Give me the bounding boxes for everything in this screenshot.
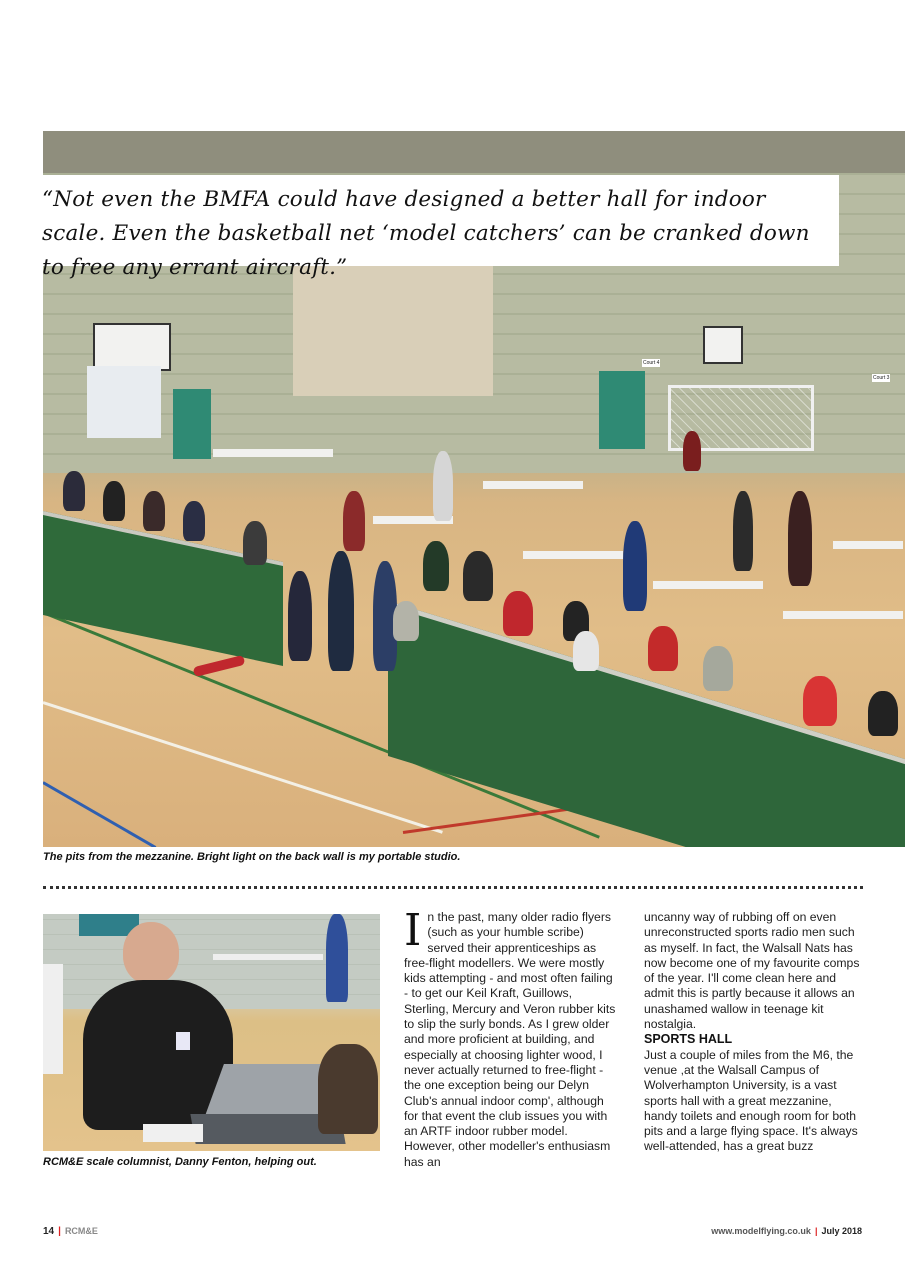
pit-table [653, 581, 763, 589]
spectator [573, 631, 599, 671]
pull-quote-box [36, 175, 839, 280]
footer-right [711, 1226, 862, 1236]
footer-separator: | [814, 1226, 818, 1236]
ceiling [43, 131, 905, 173]
article-column-1 [404, 905, 618, 1170]
badge [176, 1032, 190, 1050]
court-sign-4: Court 4 [643, 360, 660, 366]
spectator [803, 676, 837, 726]
publication-name: RCM&E [64, 1226, 98, 1236]
pit-table [783, 611, 903, 619]
spectator [393, 601, 419, 641]
court-sign-3: Court 3 [873, 375, 890, 381]
basketball-backboard-left [93, 323, 171, 371]
drop-cap: I [404, 905, 422, 956]
article-text: uncanny way of rubbing off on even unreconstructed sports radio men such as myself. In fact, the Walsall Nats has now become one of my favourite comps of the year. I'll come clean here and admit this is partly because it allows an unashamed wallow in teenage kit nostalgia. [644, 910, 860, 1032]
article-column-2 [644, 910, 866, 1155]
spectator [463, 551, 493, 601]
walking-person [326, 914, 348, 1002]
pit-table [833, 541, 903, 549]
person [788, 491, 812, 586]
person [343, 491, 365, 551]
pull-quote: “Not even the BMFA could have designed a better hall for indoor scale. Even the basketball net ‘model catchers’ can be cranked down to free any errant aircraft.” [42, 187, 810, 280]
court-line [43, 701, 443, 834]
green-door-left [173, 389, 211, 459]
footer-separator: | [58, 1226, 61, 1237]
spectator [63, 471, 85, 511]
spectator [183, 501, 205, 541]
pit-table [483, 481, 583, 489]
issue-date: July 2018 [821, 1226, 862, 1236]
man-head [123, 922, 179, 984]
spectator [868, 691, 898, 736]
person-right [318, 1044, 378, 1134]
spectator [103, 481, 125, 521]
person [683, 431, 701, 471]
article-text: Just a couple of miles from the M6, the venue ,at the Walsall Campus of Wolverhampton University, is a vast sports hall with a great mezzanine, handy toilets and enough room for both pits and a large flying space. It's always well-attended, has a great buzz [644, 1047, 858, 1154]
person [733, 491, 753, 571]
pilot [328, 551, 354, 671]
portable-studio-light [87, 366, 161, 438]
person [623, 521, 647, 611]
website-link[interactable]: www.modelflying.co.uk [711, 1226, 811, 1236]
spectator [243, 521, 267, 565]
spectator [143, 491, 165, 531]
footer-left [43, 1226, 98, 1237]
curtain [293, 266, 493, 396]
section-heading: SPORTS HALL [644, 1032, 733, 1047]
court-line [43, 781, 156, 847]
main-photo-caption: The pits from the mezzanine. Bright light on the back wall is my portable studio. [43, 851, 461, 863]
spectator [503, 591, 533, 636]
person [433, 451, 453, 521]
small-photo [43, 914, 380, 1151]
model-aircraft [193, 655, 246, 677]
article-text: n the past, many older radio flyers (such as your humble scribe) served their apprenticeships as free-flight modellers. We were mostly kids attempting - and most often failing - to get our Keil Kraft, Guillows, Sterling, Mercury and Veron rubber kits to slip the surly bonds. As I grew older and more proficient at building, and especially at choosing lighter wood, I never actually returned to free-flight - the one exception being our Delyn Club's annual indoor comp', although for that event the club issues you with an ARTF indoor rubber model. However, other modeller's enthusiasm has an [404, 910, 616, 1169]
pit-table [213, 449, 333, 457]
green-door-right [599, 371, 645, 449]
spectator [648, 626, 678, 671]
section-divider [43, 886, 863, 889]
pilot [288, 571, 312, 661]
person-left [43, 964, 63, 1074]
tablet [143, 1124, 203, 1142]
basketball-backboard-right [703, 326, 743, 364]
pit-table [213, 954, 323, 960]
small-photo-caption: RCM&E scale columnist, Danny Fenton, helping out. [43, 1156, 317, 1168]
spectator [703, 646, 733, 691]
pit-table [523, 551, 623, 559]
page-number: 14 [43, 1226, 55, 1237]
spectator [423, 541, 449, 591]
